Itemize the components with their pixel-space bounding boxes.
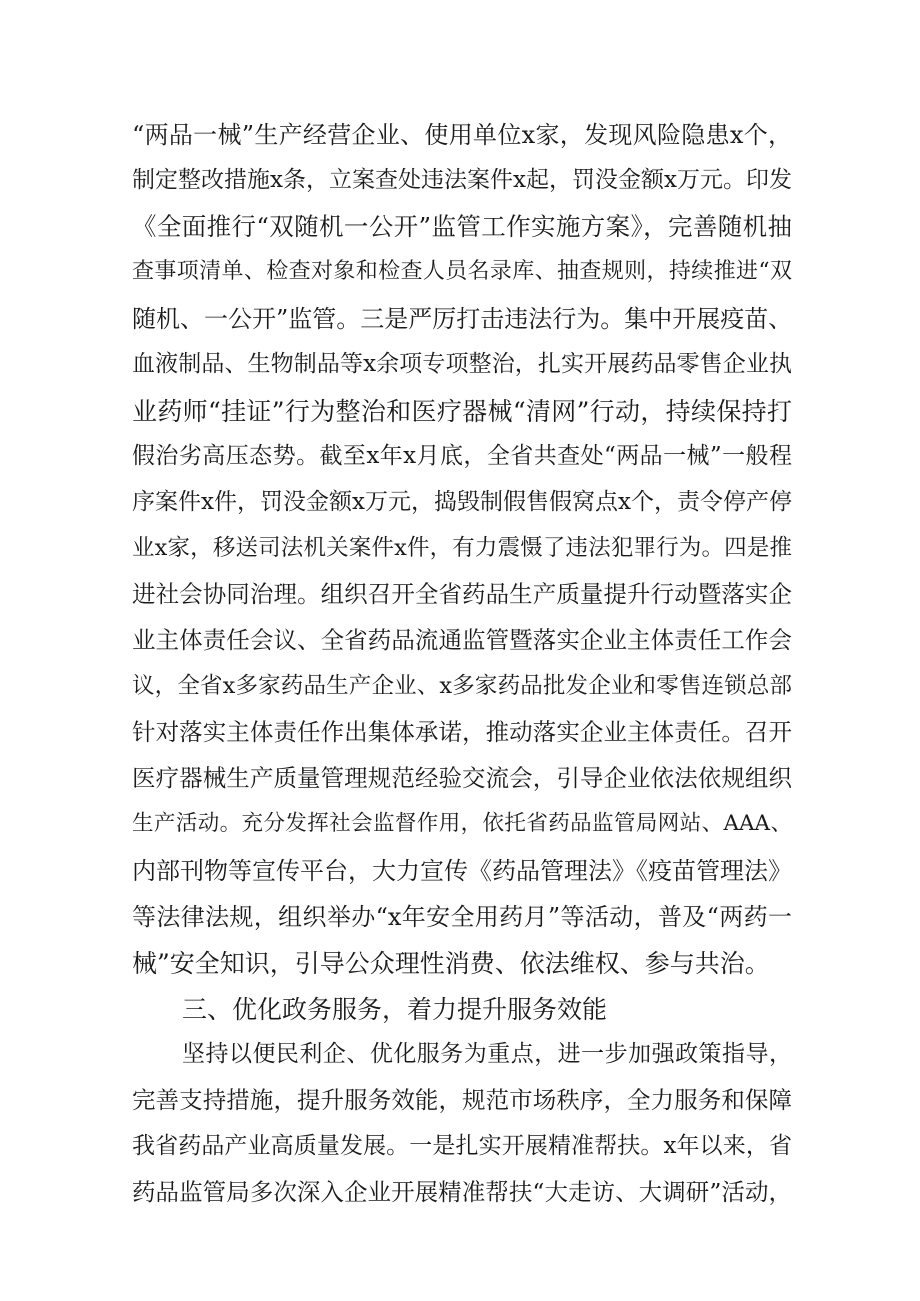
paragraph-line: 针对落实主体责任作出集体承诺，推动落实企业主体责任。召开: [132, 718, 792, 746]
paragraph-line: 假治劣高压态势。截至x年x月底，全省共查处“两品一械”一般程: [132, 443, 792, 469]
paragraph-line: 业x家，移送司法机关案件x件，有力震慑了违法犯罪行为。四是推: [132, 535, 792, 561]
paragraph-line: 序案件x件，罚没金额x万元，捣毁制假售假窝点x个，责令停产停: [132, 489, 792, 515]
section-heading: 三、优化政务服务，着力提升服务效能: [182, 995, 608, 1024]
paragraph-line: 我省药品产业高质量发展。一是扎实开展精准帮扶。x年以来，省: [132, 1133, 792, 1159]
paragraph-line: 血液制品、生物制品等x余项专项整治，扎实开展药品零售企业执: [132, 351, 792, 377]
paragraph-line: 制定整改措施x条，立案查处违法案件x起，罚没金额x万元。印发: [132, 167, 792, 193]
paragraph-line: 业主体责任会议、全省药品流通监管暨落实企业主体责任工作会: [132, 626, 792, 654]
paragraph-line: 进社会协同治理。组织召开全省药品生产质量提升行动暨落实企: [132, 580, 792, 608]
paragraph-line: 《全面推行“双随机一公开”监管工作实施方案》，完善随机抽: [132, 212, 792, 241]
paragraph-line: 械”安全知识，引导公众理性消费、依法维权、参与共治。: [132, 949, 770, 978]
paragraph-line: 生产活动。充分发挥社会监督作用，依托省药品监管局网站、AAA、: [132, 811, 792, 836]
paragraph-line: 随机、一公开”监管。三是严厉打击违法行为。集中开展疫苗、: [132, 305, 793, 333]
paragraph-line: 坚持以便民利企、优化服务为重点，进一步加强政策指导，: [182, 1041, 792, 1067]
paragraph-line: 药品监管局多次深入企业开展精准帮扶“大走访、大调研”活动，: [132, 1178, 792, 1206]
paragraph-line: 内部刊物等宣传平台，大力宣传《药品管理法》《疫苗管理法》: [132, 857, 792, 885]
paragraph-line: “两品一械”生产经营企业、使用单位x家，发现风险隐患x个，: [132, 121, 792, 149]
paragraph-line: 查事项清单、检查对象和检查人员名录库、抽查规则，持续推进“双: [132, 259, 792, 284]
paragraph-line: 业药师“挂证”行为整治和医疗器械“清网”行动，持续保持打: [132, 397, 792, 426]
paragraph-line: 议，全省x多家药品生产企业、x多家药品批发企业和零售连锁总部: [132, 673, 792, 699]
paragraph-line: 完善支持措施，提升服务效能，规范市场秩序，全力服务和保障: [132, 1086, 792, 1114]
paragraph-line: 等法律法规，组织举办“x年安全用药月”等活动，普及“两药一: [132, 903, 792, 931]
paragraph-line: 医疗器械生产质量管理规范经验交流会，引导企业依法依规组织: [132, 764, 792, 792]
